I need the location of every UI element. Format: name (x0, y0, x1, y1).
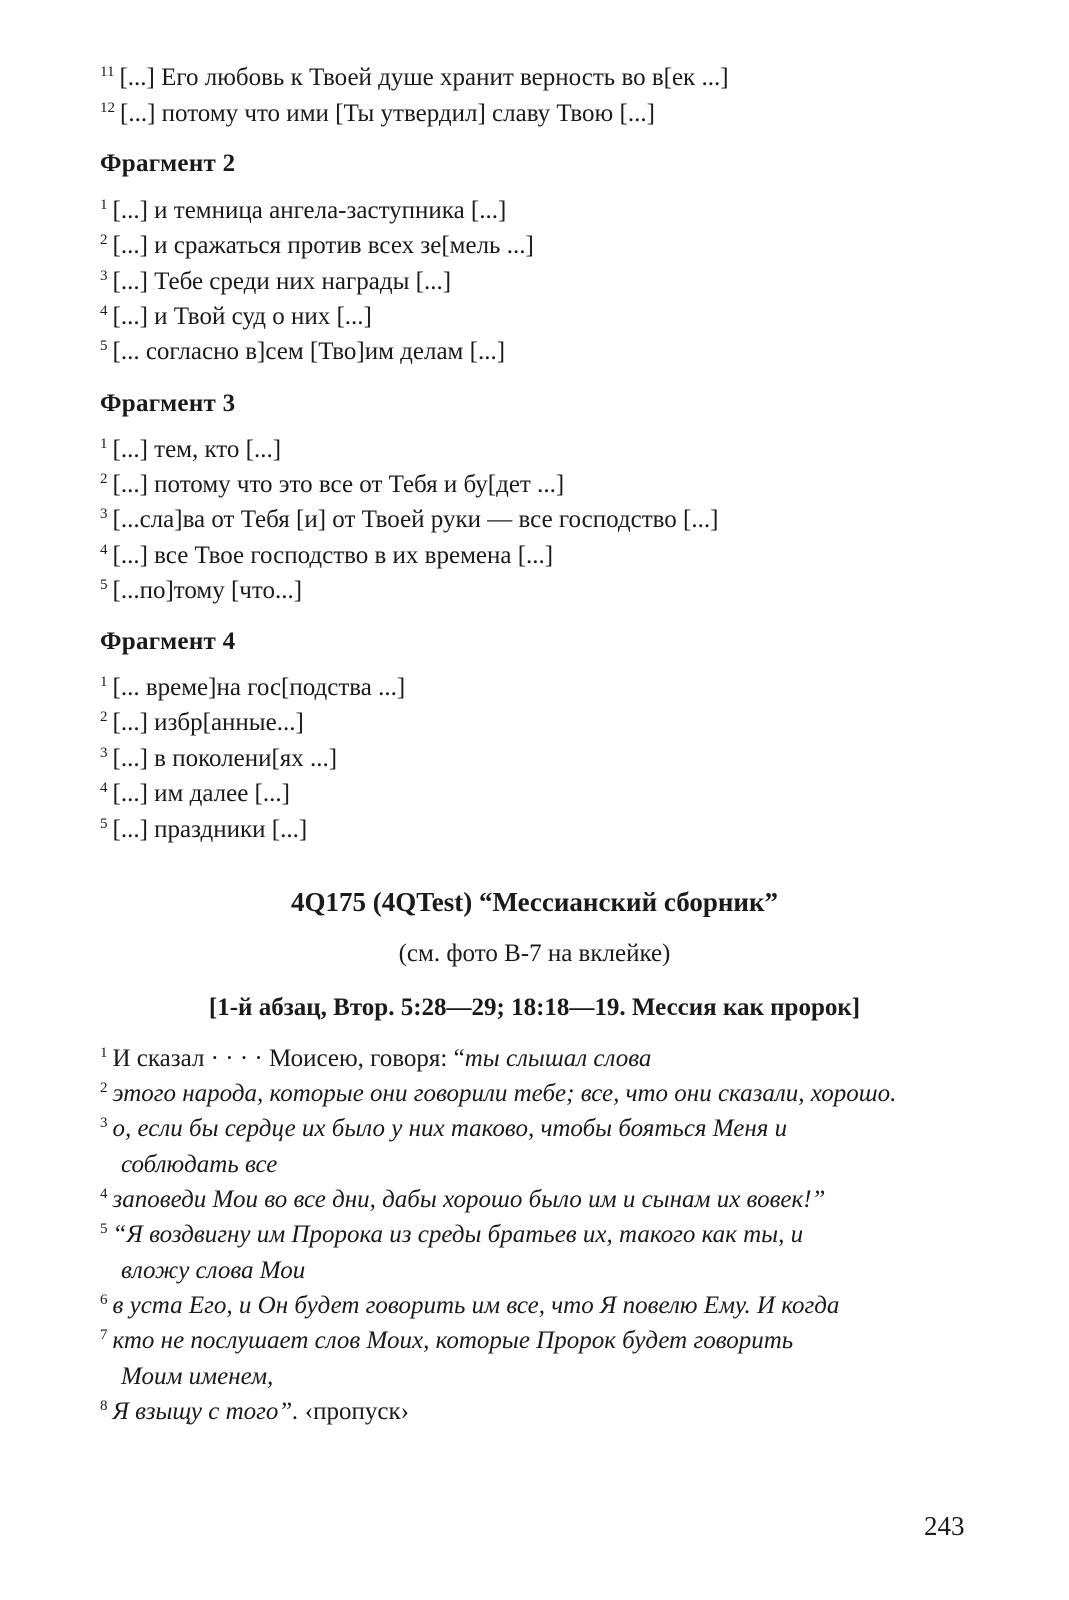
verse-text-plain: ‹пропуск› (298, 1398, 409, 1425)
line-text: [... време]на гос[подства ...] (112, 674, 406, 701)
line-number: 5 (100, 337, 108, 354)
section-title: 4Q175 (4QTest) “Мессианский сборник” (290, 887, 779, 917)
line-number: 5 (100, 815, 108, 832)
verse-1 (100, 1041, 980, 1077)
line-text: [...] все Твое господство в их времена [...] (112, 542, 554, 569)
section-subtitle: (см. фото В-7 на вклейке) (398, 940, 671, 967)
line-text: [...] и Твой суд о них [...] (112, 303, 372, 330)
line-text: [...] потому что это все от Тебя и бу[дет ...] (112, 471, 565, 498)
line-number: 12 (100, 99, 115, 116)
line-number: 6 (100, 1291, 108, 1308)
fragment-4-line (100, 812, 980, 848)
line-text: [...сла]ва от Тебя [и] от Твоей руки — все господство [...] (112, 506, 719, 533)
line-number: 1 (100, 196, 108, 213)
line-text: [...по]тому [что...] (112, 577, 303, 604)
verse-6 (100, 1288, 980, 1324)
section-subheading: [1-й абзац, Втор. 5:28—29; 18:18—19. Мессия как пророк] (208, 994, 861, 1021)
line-number: 1 (100, 673, 108, 690)
page-number: 243 (924, 1511, 965, 1541)
line-text: [...] потому что ими [Ты утвердил] славу Твою [...] (120, 100, 655, 127)
fragment-2-line (100, 334, 980, 370)
line-text: [...] Тебе среди них награды [...] (112, 268, 452, 295)
fragment-2-line (100, 228, 980, 264)
fragment-2-line (100, 299, 980, 335)
verse-text-italic: этого народа, которые они говорили тебе; все, что они сказали, хорошо. (112, 1080, 897, 1107)
fragment-3-line (100, 467, 980, 503)
verse-text-italic: Я взыщу с того”. (112, 1398, 299, 1425)
line-text: [...] им далее [...] (112, 780, 290, 807)
line-number: 2 (100, 470, 108, 487)
verse-7-continuation: Моим именем, (121, 1363, 274, 1390)
verse-3 (100, 1111, 980, 1147)
verse-4 (100, 1182, 980, 1218)
line-text: [... согласно в]сем [Тво]им делам [...] (112, 338, 506, 365)
verse-text-italic: ты слышал слова (464, 1045, 652, 1072)
verse-8 (100, 1394, 980, 1430)
verse-text-italic: заповеди Мои во все дни, дабы хорошо было им и сынам их вовек!” (112, 1186, 826, 1213)
fragment-3-line (100, 432, 980, 468)
verse-5 (100, 1217, 980, 1253)
line-text: [...] и темница ангела-заступника [...] (112, 197, 507, 224)
line-number: 1 (100, 435, 108, 452)
fragment-2-heading: Фрагмент 2 (100, 150, 236, 177)
line-number: 5 (100, 576, 108, 593)
verse-text-italic: о, если бы сердце их было у них таково, чтобы бояться Меня и (112, 1115, 788, 1142)
verse-text-plain: И сказал · · · · Моисею, говоря: “ (112, 1045, 465, 1072)
verse-text-italic: “Я воздвигну им Пророка из среды братьев их, такого как ты, и (112, 1221, 804, 1248)
verse-7 (100, 1323, 980, 1359)
fragment-4-line (100, 705, 980, 741)
line-number: 7 (100, 1326, 108, 1343)
line-number: 5 (100, 1220, 108, 1237)
verse-2 (100, 1076, 980, 1112)
line-number: 2 (100, 1079, 108, 1096)
verse-5-continuation: вложу слова Мои (121, 1257, 306, 1284)
line-text: [...] праздники [...] (112, 816, 308, 843)
fragment-2-line (100, 193, 980, 229)
line-number: 4 (100, 779, 108, 796)
line-text: [...] Его любовь к Твоей душе хранит верность во в[ек ...] (119, 64, 729, 91)
fragment-3-line (100, 573, 980, 609)
line-12 (100, 96, 980, 132)
line-text: [...] тем, кто [...] (112, 436, 282, 463)
fragment-3-line (100, 502, 980, 538)
line-number: 11 (100, 63, 115, 80)
line-number: 3 (100, 267, 108, 284)
line-number: 2 (100, 708, 108, 725)
line-number: 4 (100, 1185, 108, 1202)
verse-text-italic: кто не послушает слов Моих, которые Пророк будет говорить (112, 1327, 794, 1354)
fragment-4-line (100, 670, 980, 706)
fragment-4-heading: Фрагмент 4 (100, 628, 236, 655)
line-number: 3 (100, 744, 108, 761)
line-number: 2 (100, 231, 108, 248)
verse-text-italic: в уста Его, и Он будет говорить им все, что Я повелю Ему. И когда (112, 1292, 840, 1319)
fragment-3-heading: Фрагмент 3 (100, 390, 236, 417)
line-number: 4 (100, 541, 108, 558)
line-number: 4 (100, 302, 108, 319)
line-11 (100, 60, 980, 96)
verse-3-continuation: соблюдать все (121, 1151, 278, 1178)
fragment-3-line (100, 538, 980, 574)
line-number: 3 (100, 505, 108, 522)
line-number: 8 (100, 1397, 108, 1414)
fragment-4-line (100, 741, 980, 777)
line-number: 1 (100, 1044, 108, 1061)
line-text: [...] и сражаться против всех зе[мель ...] (112, 232, 534, 259)
line-text: [...] избр[анные...] (112, 709, 304, 736)
line-text: [...] в поколени[ях ...] (112, 745, 338, 772)
fragment-4-line (100, 776, 980, 812)
fragment-2-line (100, 264, 980, 300)
line-number: 3 (100, 1114, 108, 1131)
